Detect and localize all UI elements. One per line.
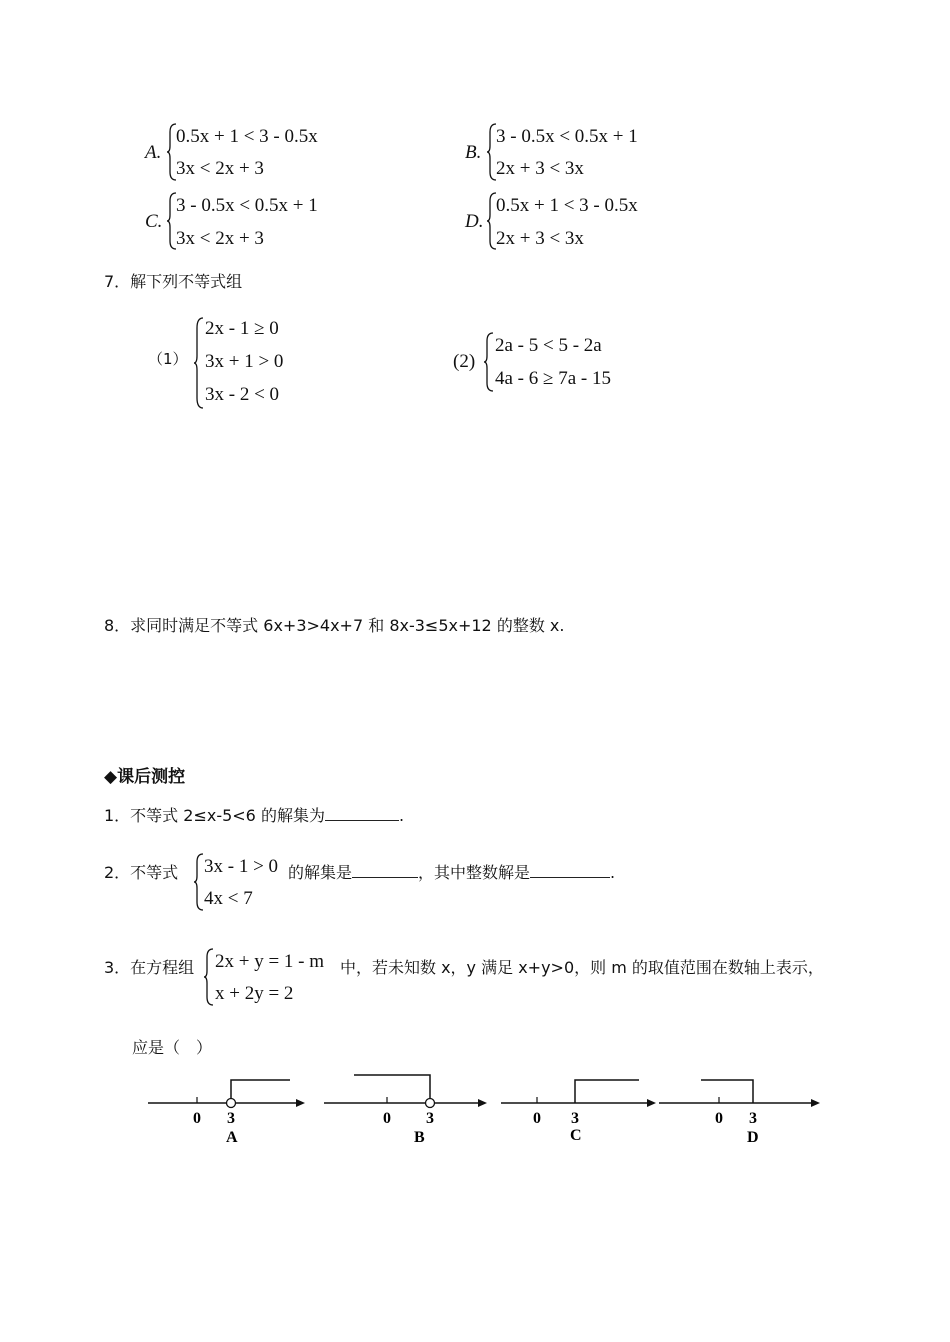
tick-label-zero: 0 — [533, 1110, 541, 1127]
hw2-row1: 3x - 1 > 0 — [204, 856, 279, 877]
option-d-label: D. — [465, 211, 484, 232]
open-circle-icon — [426, 1099, 435, 1108]
tick-label-three: 3 — [749, 1110, 757, 1127]
option-c-row2: 3x < 2x + 3 — [176, 228, 264, 249]
q7-stem: 7．解下列不等式组 — [104, 272, 243, 291]
q8-stem: 8．求同时满足不等式 6x+3>4x+7 和 8x-3≤5x+12 的整数 x. — [104, 616, 565, 635]
option-d-row1: 0.5x + 1 < 3 - 0.5x — [496, 195, 638, 216]
arrow-icon — [811, 1099, 820, 1107]
hw2-answer-line — [288, 865, 615, 881]
number-line-c[interactable] — [497, 1066, 665, 1148]
q7-part2-row2: 4a - 6 ≥ 7a - 15 — [495, 368, 611, 389]
hw2-prefix: 2．不等式 — [104, 863, 179, 882]
arrow-icon — [296, 1099, 305, 1107]
solution-ray — [701, 1080, 753, 1103]
hw3-row1: 2x + y = 1 - m — [215, 951, 325, 972]
section-title: ◆课后测控 — [104, 767, 186, 787]
hw1-suffix: . — [398, 806, 405, 825]
hw2-mid: 的解集是 — [288, 863, 353, 882]
hw3-prefix: 3．在方程组 — [104, 958, 195, 977]
option-c-row1: 3 - 0.5x < 0.5x + 1 — [176, 195, 318, 216]
tick-label-three: 3 — [571, 1110, 579, 1127]
number-line-d[interactable] — [657, 1066, 827, 1148]
option-label-a: A — [226, 1129, 238, 1146]
hw2-row2: 4x < 7 — [204, 888, 253, 909]
option-a-row1: 0.5x + 1 < 3 - 0.5x — [176, 126, 318, 147]
option-b-row1: 3 - 0.5x < 0.5x + 1 — [496, 126, 638, 147]
hw-question-1 — [104, 808, 404, 824]
solution-ray — [354, 1075, 430, 1098]
tick-label-zero: 0 — [715, 1110, 723, 1127]
q7-part2-label: (2) — [453, 351, 476, 372]
option-label-c: C — [570, 1127, 582, 1144]
hw3-row2: x + 2y = 2 — [215, 983, 294, 1004]
open-circle-icon — [227, 1099, 236, 1108]
option-a-row2: 3x < 2x + 3 — [176, 158, 264, 179]
option-c-label: C. — [145, 211, 163, 232]
q7-part1-label: （1） — [148, 350, 188, 368]
answer-blank[interactable] — [325, 808, 399, 821]
hw2-mid2: ，其中整数解是 — [418, 863, 531, 882]
brace-icon — [193, 316, 205, 410]
q7-part1-row1: 2x - 1 ≥ 0 — [205, 318, 279, 339]
option-a-label: A. — [145, 142, 162, 163]
answer-blank[interactable] — [530, 865, 610, 878]
brace-icon — [203, 947, 215, 1007]
hw1-prefix: 1．不等式 2≤x-5<6 的解集为 — [104, 806, 325, 825]
tick-label-zero: 0 — [193, 1110, 201, 1127]
solution-ray — [575, 1080, 639, 1103]
answer-blank[interactable] — [352, 865, 418, 878]
option-b-row2: 2x + 3 < 3x — [496, 158, 584, 179]
solution-ray — [231, 1080, 290, 1099]
tick-label-three: 3 — [227, 1110, 235, 1127]
number-line-a[interactable] — [140, 1066, 310, 1148]
q7-part2-row1: 2a - 5 < 5 - 2a — [495, 335, 602, 356]
arrow-icon — [478, 1099, 487, 1107]
hw3-line2: 应是（ ） — [132, 1038, 213, 1057]
option-d-row2: 2x + 3 < 3x — [496, 228, 584, 249]
hw2-suffix: . — [610, 863, 616, 882]
option-label-b: B — [414, 1129, 425, 1146]
arrow-icon — [647, 1099, 656, 1107]
number-line-b[interactable] — [318, 1066, 493, 1148]
hw3-suffix: 中，若未知数 x，y 满足 x+y>0，则 m 的取值范围在数轴上表示， — [340, 958, 824, 977]
q7-part1-row3: 3x - 2 < 0 — [205, 384, 280, 405]
option-label-d: D — [747, 1129, 759, 1146]
tick-label-three: 3 — [426, 1110, 434, 1127]
option-b-label: B. — [465, 142, 482, 163]
brace-icon — [483, 331, 495, 393]
tick-label-zero: 0 — [383, 1110, 391, 1127]
q7-part1-row2: 3x + 1 > 0 — [205, 351, 284, 372]
